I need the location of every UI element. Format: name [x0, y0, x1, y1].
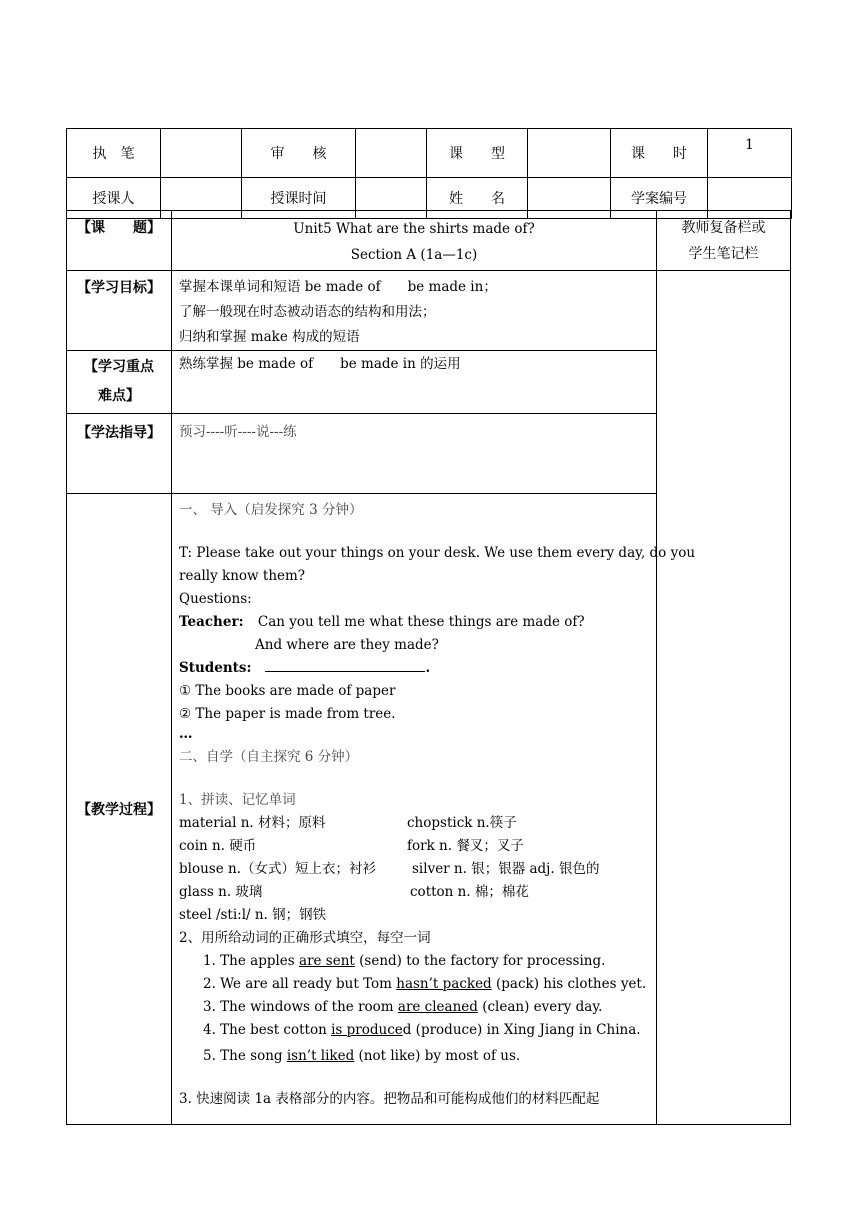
vocab-right: silver n. 银；银器 adj. 银色的 — [412, 861, 600, 877]
sentence-answer: hasn’t packed — [396, 976, 492, 992]
topic-label-text: 【课 题】 — [77, 220, 161, 236]
time-label: 授课时间 — [242, 178, 356, 219]
sentence-answer: isn’t liked — [286, 1048, 355, 1064]
header-row-1 — [67, 129, 792, 178]
ellipsis: … — [179, 726, 193, 742]
t-line-2: really know them? — [179, 568, 306, 584]
lesson-type-label: 课 型 — [427, 129, 528, 178]
teacher-q1-text: Can you tell me what these things are made of? — [257, 614, 585, 630]
notes-column — [656, 270, 791, 1125]
vocab-title: 1、拼读、记忆单词 — [179, 792, 296, 808]
focus-text: 熟练掌握 be made of be made in 的运用 — [179, 356, 461, 372]
t-line-1: T: Please take out your things on your desk. We use them every day, do you — [179, 545, 696, 561]
focus-label-line2: 难点】 — [98, 388, 140, 404]
goals-label — [66, 270, 172, 351]
students-line — [179, 657, 656, 680]
reading-task: 3. 快速阅读 1a 表格部分的内容。把物品和可能构成他们的材料匹配起 — [179, 1091, 600, 1107]
example-1: ① The books are made of paper — [179, 683, 396, 699]
vocab-left: coin n. 硬币 — [179, 838, 257, 854]
method-label — [66, 413, 172, 494]
topic-content — [171, 210, 657, 271]
sentence-answer: are sent — [299, 953, 355, 969]
name-label: 姓 名 — [427, 178, 528, 219]
topic-label — [66, 210, 172, 271]
reviewer-label: 审 核 — [242, 129, 356, 178]
teacher-question-1 — [179, 611, 656, 634]
sentence-pre: 4. The best cotton — [203, 1022, 332, 1038]
goal-line: 掌握本课单词和短语 be made of be made in； — [179, 279, 497, 295]
sentence — [179, 950, 656, 973]
vocab-row — [179, 858, 656, 881]
period-value: 1 — [708, 129, 792, 178]
method-content — [171, 413, 657, 494]
sentence-post: (pack) his clothes yet. — [491, 976, 647, 992]
vocab-right: chopstick n.筷子 — [407, 815, 517, 831]
sentence-post: (not like) by most of us. — [354, 1048, 521, 1064]
sentence-post: (send) to the factory for processing. — [354, 953, 606, 969]
sentence — [179, 996, 656, 1019]
vocab-row — [179, 812, 656, 835]
example-2: ② The paper is made from tree. — [179, 706, 396, 722]
topic-section: Section A (1a—1c) — [350, 247, 478, 263]
questions-label: Questions: — [179, 591, 252, 607]
sentence-pre: 5. The song — [203, 1048, 287, 1064]
focus-content — [171, 350, 657, 414]
header-table — [66, 128, 792, 219]
vocab-row — [179, 881, 656, 904]
author-value — [161, 129, 242, 178]
plan-number-label: 学案编号 — [611, 178, 708, 219]
teacher-question-2: And where are they made? — [255, 637, 439, 653]
vocab-row — [179, 835, 656, 858]
vocab-left: steel /sti:l/ n. 钢；钢铁 — [179, 907, 327, 923]
goal-line: 归纳和掌握 make 构成的短语 — [179, 329, 360, 345]
sentence — [179, 973, 656, 996]
method-text: 预习----听----说---练 — [179, 424, 297, 440]
teacher-speaker: Teacher: — [179, 614, 244, 630]
students-speaker: Students: — [179, 660, 252, 676]
topic-title: Unit5 What are the shirts made of? — [293, 221, 535, 237]
goals-label-text: 【学习目标】 — [77, 280, 161, 296]
students-answer-blank — [265, 657, 425, 672]
self-study-title: 二、自学（自主探究 6 分钟） — [179, 749, 359, 765]
goals-content — [171, 270, 657, 351]
intro-title: 一、 导入（启发探究 3 分钟） — [179, 502, 363, 518]
period-label: 课 时 — [611, 129, 708, 178]
vocab-left: blouse n.（女式）短上衣；衬衫 — [179, 861, 376, 877]
vocab-left: material n. 材料；原料 — [179, 815, 326, 831]
vocab-row — [179, 904, 656, 927]
sentence-answer: is produce — [331, 1022, 403, 1038]
notes-header — [656, 210, 791, 271]
goal-line: 了解一般现在时态被动语态的结构和用法； — [179, 304, 436, 320]
focus-label-line1: 【学习重点 — [84, 359, 154, 375]
vocab-right: cotton n. 棉；棉花 — [410, 884, 529, 900]
vocab-left: glass n. 玻璃 — [179, 884, 263, 900]
method-label-text: 【学法指导】 — [77, 425, 161, 441]
notes-header-line1: 教师复备栏或 — [681, 220, 766, 236]
fill-title: 2、用所给动词的正确形式填空，每空一词 — [179, 930, 431, 946]
sentence-post: d (produce) in Xing Jiang in China. — [402, 1022, 641, 1038]
author-label: 执 笔 — [67, 129, 161, 178]
process-label — [66, 493, 172, 1125]
vocab-right: fork n. 餐叉；叉子 — [407, 838, 524, 854]
reviewer-value — [356, 129, 427, 178]
lesson-type-value — [528, 129, 611, 178]
sentence — [179, 1019, 656, 1042]
sentence-pre: 1. The apples — [203, 953, 300, 969]
focus-label — [66, 350, 172, 414]
sentence-pre: 3. The windows of the room — [203, 999, 398, 1015]
process-label-text: 【教学过程】 — [77, 802, 161, 818]
sentence-pre: 2. We are all ready but Tom — [203, 976, 397, 992]
process-content — [171, 493, 696, 1125]
students-end: . — [425, 660, 431, 676]
sentence-post: (clean) every day. — [477, 999, 603, 1015]
sentence-answer: are cleaned — [397, 999, 478, 1015]
sentence — [179, 1045, 656, 1068]
teacher-label: 授课人 — [67, 178, 161, 219]
notes-header-line2: 学生笔记栏 — [688, 246, 759, 262]
